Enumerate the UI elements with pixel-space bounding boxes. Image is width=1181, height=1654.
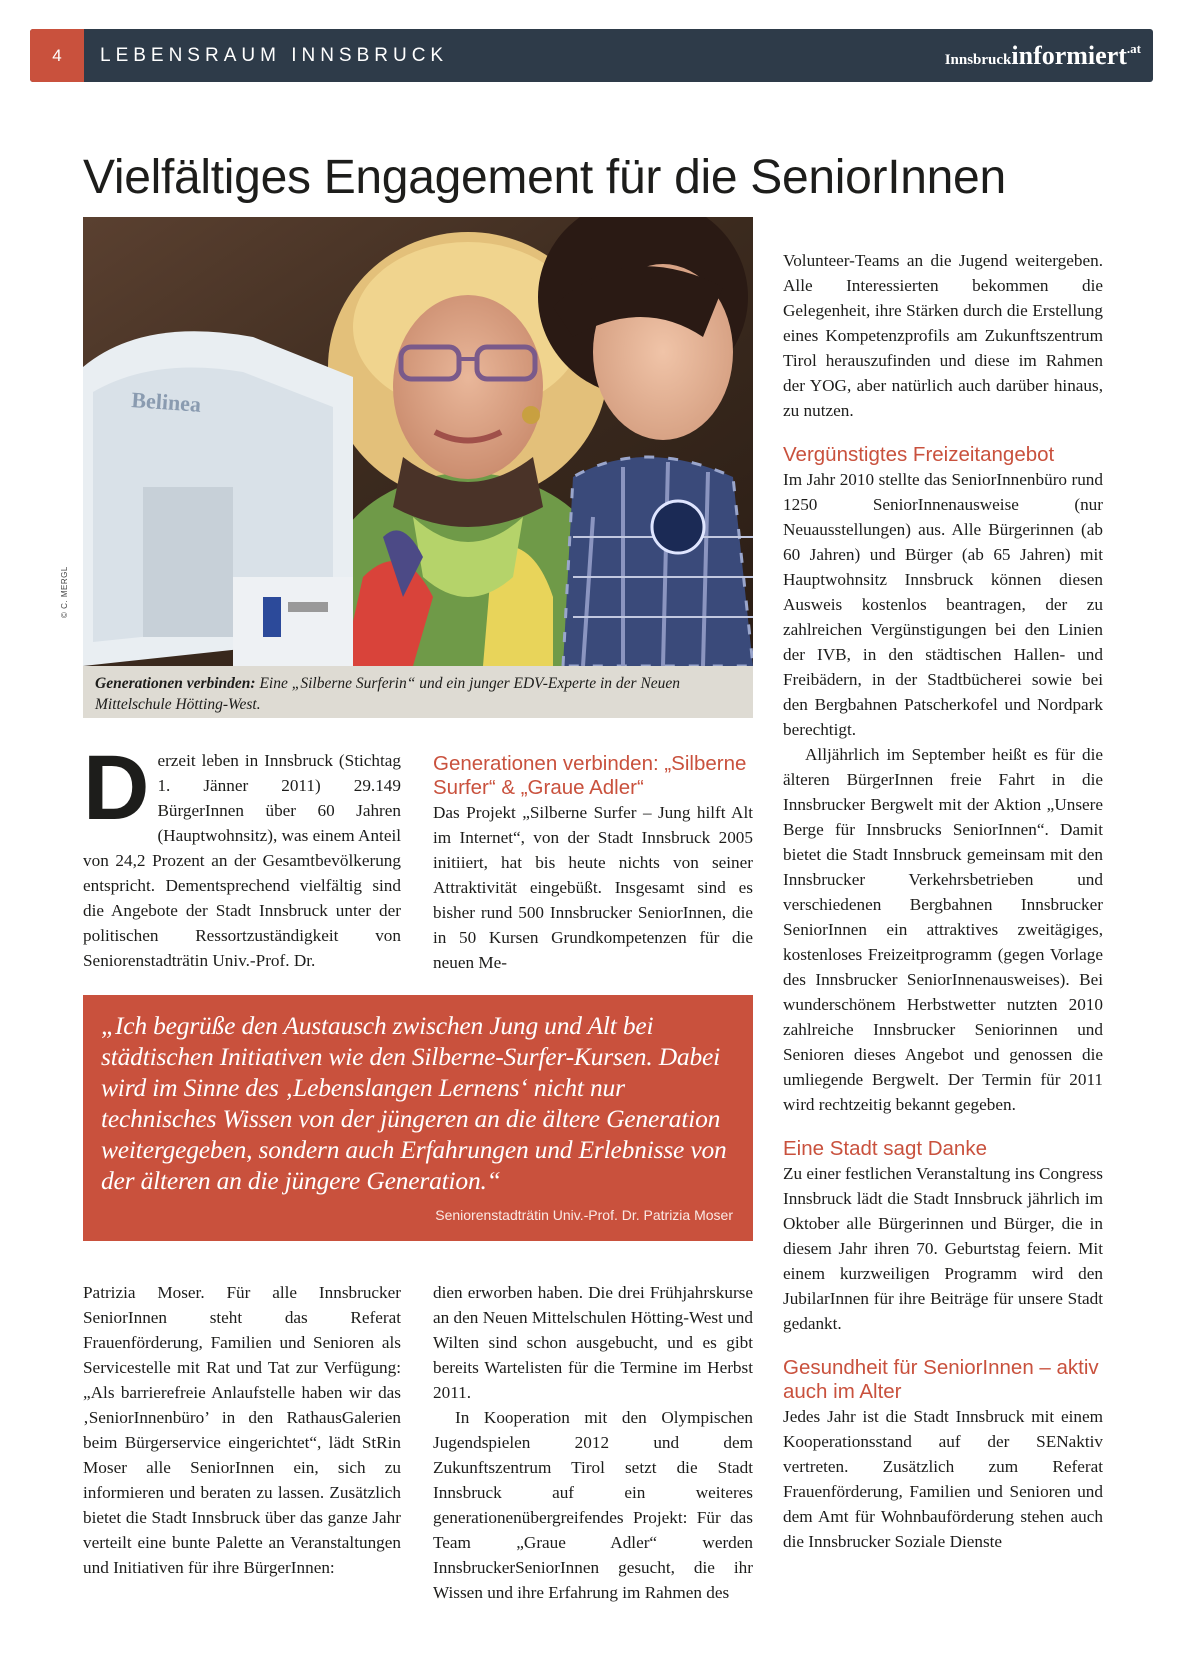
col3-paragraph-5: Jedes Jahr ist die Stadt Innsbruck mit einem Kooperationsstand auf der SENaktiv vertreten. Zusätzlich zum Referat Frauenförderung, Familien und Senioren und dem Amt für Wohnbauförderung stehen auch die Innsbrucker Soziale Dienste bbox=[783, 1407, 1103, 1551]
page-number: 4 bbox=[30, 29, 84, 82]
column-2-top bbox=[433, 752, 753, 975]
subheading-generationen: Generationen verbinden: „Silberne Surfer“ & „Graue Adler“ bbox=[433, 752, 747, 799]
intro-paragraph: erzeit leben in Innsbruck (Stichtag 1. Jänner 2011) 29.149 BürgerInnen über 60 Jahren (Hauptwohnsitz), was einem Anteil von 24,2 Prozent an der Gesamtbevölkerung entspricht. Dementsprechend vielfältig sind die Angebote der Stadt Innsbruck unter der politischen Ressortzuständigkeit von Seniorenstadträtin Univ.-Prof. Dr. bbox=[83, 751, 401, 970]
subheading-danke: Eine Stadt sagt Danke bbox=[783, 1137, 987, 1160]
brand-suffix: .at bbox=[1126, 41, 1141, 56]
caption-text: Eine „Silberne Surferin“ und ein junger EDV-Experte in der Neuen Mittelschule Hötting-West. bbox=[95, 675, 681, 713]
section-title: LEBENSRAUM INNSBRUCK bbox=[100, 45, 449, 66]
brand-main: informiert bbox=[1011, 41, 1127, 70]
photo-illustration bbox=[83, 217, 753, 666]
photo-credit: © C. MERGL bbox=[60, 566, 69, 618]
monitor-brand: Belinea bbox=[130, 387, 202, 417]
brand-logo bbox=[945, 41, 1141, 71]
column-3 bbox=[783, 248, 1103, 1554]
brand-prefix: Innsbruck bbox=[944, 52, 1012, 68]
drop-cap: D bbox=[83, 737, 150, 839]
col2-paragraph-top: Das Projekt „Silberne Surfer – Jung hilft Alt im Internet“, von der Stadt Innsbruck 2005 initiiert, hat bis heute nichts von seiner Attraktivität eingebüßt. Insgesamt sind es bisher rund 500 Innsbrucker SeniorInnen, die in 50 Kursen Grundkompetenzen für die neuen Me- bbox=[433, 803, 753, 972]
pull-quote bbox=[83, 995, 753, 1241]
caption-lead: Generationen verbinden: bbox=[95, 675, 256, 692]
col3-paragraph-4: Zu einer festlichen Veranstaltung ins Congress Innsbruck lädt die Stadt Innsbruck jährlich im Oktober alle Bürgerinnen und Bürger, die in diesem Jahr ihren 70. Geburtstag feiern. Mit einem kurzweiligen Programm wird den JubilarInnen für ihre Beiträge für unsere Stadt gedankt. bbox=[783, 1164, 1103, 1333]
col2-paragraph-bottom-1: dien erworben haben. Die drei Frühjahrskurse an den Neuen Mittelschulen Hötting-West und Wilten sind schon ausgebucht, und es gibt bereits Wartelisten für die Termine im Herbst 2011. bbox=[433, 1283, 753, 1402]
quote-text: „Ich begrüße den Austausch zwischen Jung und Alt bei städtischen Initiativen wie den Silberne-Surfer-Kursen. Dabei wird im Sinne des ‚Lebenslangen Lernens‘ nicht nur technisches Wissen von der jüngeren an die ältere Generation weitergegeben, sondern auch Erfahrungen und Erlebnisse von der älteren an die jüngere Generation.“ bbox=[101, 1011, 727, 1195]
column-1-top bbox=[83, 737, 401, 973]
col3-paragraph-3: Alljährlich im September heißt es für die älteren BürgerInnen freie Fahrt in die Innsbrucker Bergwelt mit der Aktion „Unsere Berge für Innsbrucks SeniorInnen“. Damit bietet die Stadt Innsbruck gemeinsam mit den Innsbrucker Verkehrsbetrieben und verschiedenen Bergbahnen Innsbrucker SeniorInnen ein attraktives zweitägiges, kostenloses Freizeitprogramm (gegen Vorlage des Innsbrucker SeniorInnenausweises). Bei wunderschönem Herbstwetter nutzten 2010 zahlreiche Innsbrucker Seniorinnen und Senioren dieses Angebot und genossen die umliegende Bergwelt. Der Termin für 2011 wird rechtzeitig bekannt gegeben. bbox=[783, 745, 1103, 1114]
article-photo bbox=[83, 217, 753, 666]
page-header bbox=[30, 29, 1153, 82]
column-2-bottom bbox=[433, 1280, 753, 1605]
subheading-freizeitangebot: Vergünstigtes Freizeitangebot bbox=[783, 443, 1055, 466]
col3-paragraph-1: Volunteer-Teams an die Jugend weitergeben. Alle Interessierten bekommen die Gelegenheit, ihre Stärken durch die Erstellung eines Kompetenzprofils am Zukunftszentrum Tirol herauszufinden und diese im Rahmen der YOG, aber natürlich auch darüber hinaus, zu nutzen. bbox=[783, 251, 1103, 420]
column-1-bottom bbox=[83, 1280, 401, 1580]
col2-paragraph-bottom-2: In Kooperation mit den Olympischen Jugendspielen 2012 und dem Zukunftszentrum Tirol setzt die Stadt Innsbruck auf ein weiteres generationenübergreifendes Projekt: Für das Team „Graue Adler“ werden InnsbruckerSeniorInnen gesucht, die ihr Wissen und ihre Erfahrung im Rahmen des bbox=[433, 1408, 753, 1602]
photo-caption bbox=[83, 666, 753, 718]
article-title: Vielfältiges Engagement für die SeniorInnen bbox=[83, 151, 1006, 204]
col3-paragraph-2: Im Jahr 2010 stellte das SeniorInnenbüro rund 1250 SeniorInnenausweise (nur Neuausstellungen) aus. Alle Bürgerinnen (ab 60 Jahren) und Bürger (ab 65 Jahren) mit Hauptwohnsitz Innsbruck können diesen Ausweis kostenlos beantragen, der zu zahlreichen Vergünstigungen bei den Linien der IVB, in den städtischen Hallen- und Freibädern, in der Stadtbücherei sowie bei den Bergbahnen Patscherkofel und Nordpark berechtigt. bbox=[783, 470, 1103, 739]
quote-author: Seniorenstadträtin Univ.-Prof. Dr. Patrizia Moser bbox=[435, 1207, 733, 1223]
subheading-gesundheit: Gesundheit für SeniorInnen – aktiv auch im Alter bbox=[783, 1356, 1099, 1403]
col1-paragraph-bottom: Patrizia Moser. Für alle Innsbrucker SeniorInnen steht das Referat Frauenförderung, Familien und Senioren als Servicestelle mit Rat und Tat zur Verfügung: „Als barrierefreie Anlaufstelle haben wir das ‚SeniorInnenbüro’ in den RathausGalerien beim Bürgerservice eingerichtet“, lädt StRin Moser alle SeniorInnen ein, sich zu informieren und beraten zu lassen. Zusätzlich bietet die Stadt Innsbruck über das ganze Jahr verteilt eine bunte Palette an Veranstaltungen und Initiativen für ihre BürgerInnen: bbox=[83, 1283, 401, 1577]
